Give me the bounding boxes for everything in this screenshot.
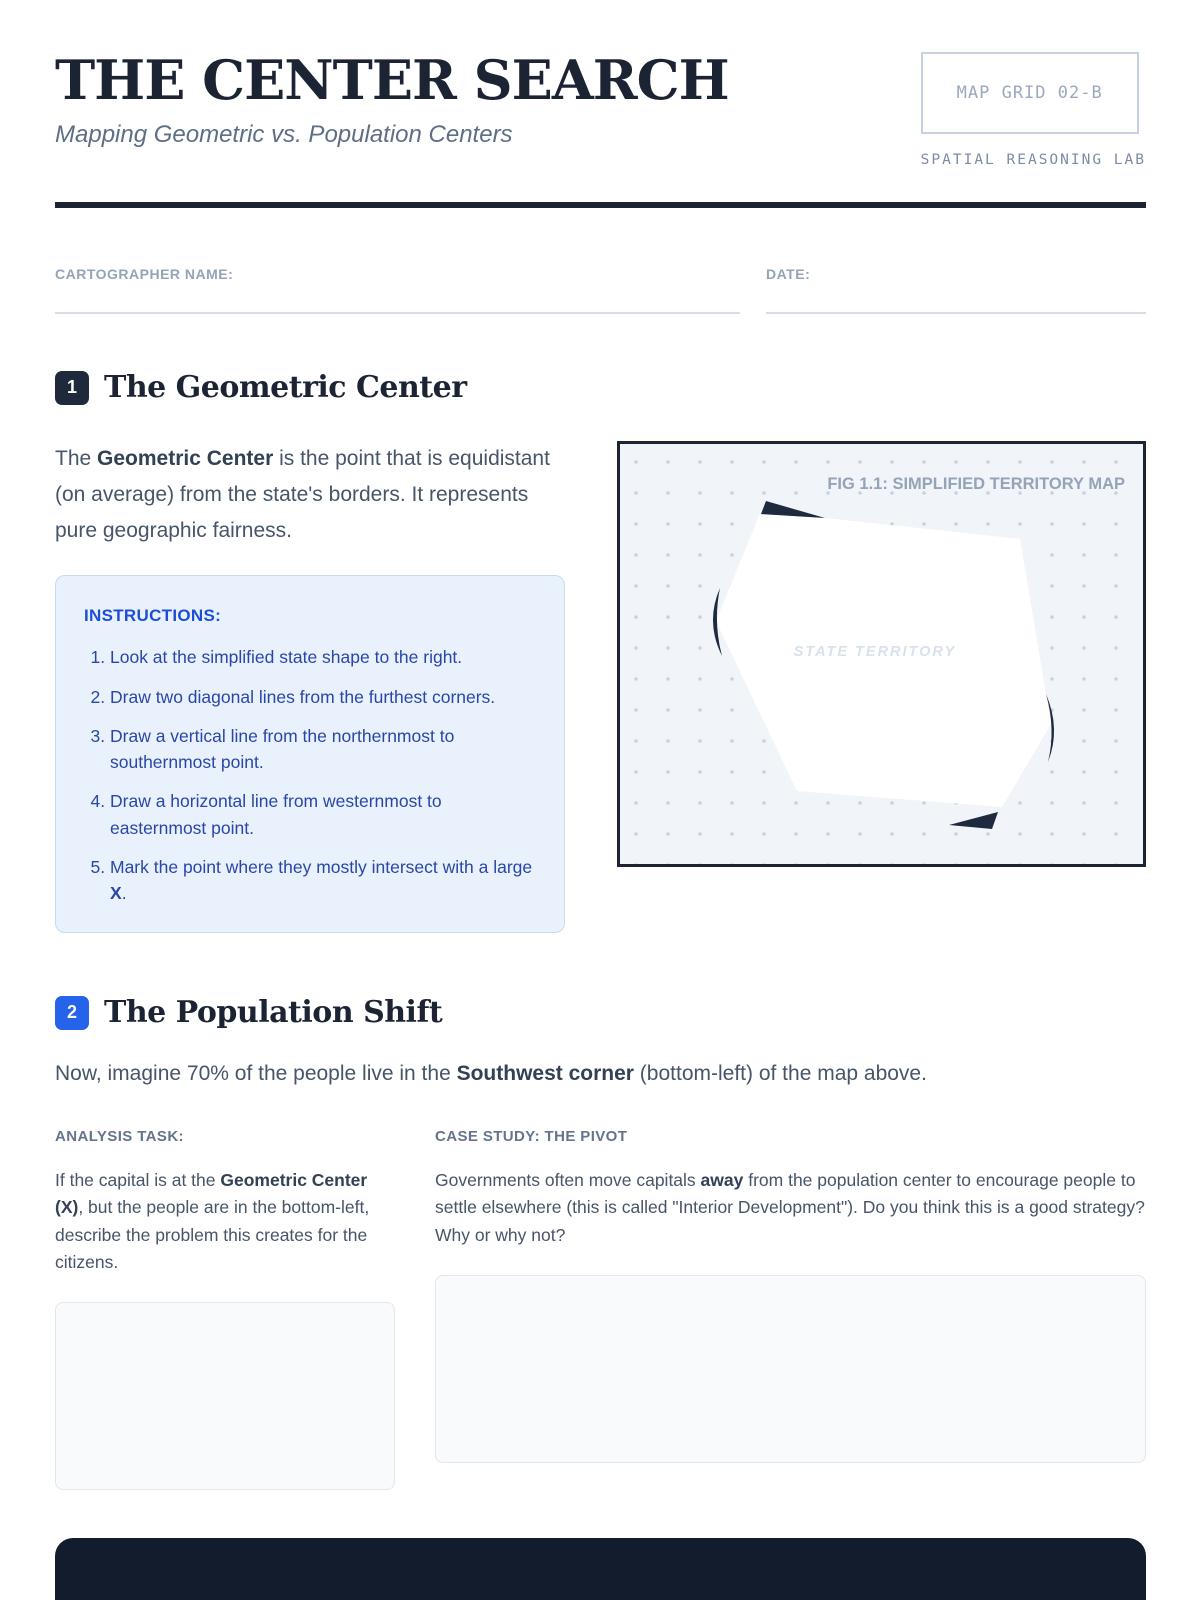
instruction-item (110, 684, 536, 710)
page-subtitle: Mapping Geometric vs. Population Centers (55, 120, 513, 148)
instructions-box (55, 575, 565, 933)
date-label: DATE: (766, 266, 811, 282)
analysis-answer-box[interactable] (55, 1302, 395, 1490)
instruction-text: Look at the simplified state shape to the right. (110, 647, 463, 668)
case-study-prompt (435, 1167, 1146, 1248)
cartographer-name-input[interactable] (55, 282, 740, 314)
s2-intro-text-rest: (bottom-left) of the map above. (633, 1062, 927, 1086)
analysis-text-rest: , but the people are in the bottom-left, describe the problem this creates for the citizens. (55, 1197, 370, 1272)
analysis-task-prompt (55, 1167, 395, 1276)
intro-bold-text: Geometric Center (97, 447, 274, 470)
section-1-header (55, 370, 1146, 405)
map-caption: FIG 1.1: SIMPLIFIED TERRITORY MAP (827, 475, 1125, 493)
section-2-title: The Population Shift (104, 995, 443, 1031)
section-1-left-column (55, 441, 565, 933)
footer-bar (55, 1538, 1146, 1600)
case-study-answer-box[interactable] (435, 1275, 1146, 1463)
section-2-number-badge: 2 (55, 996, 89, 1030)
analysis-task-column (55, 1128, 395, 1490)
instruction-bold: X (110, 883, 122, 904)
instruction-item (110, 788, 536, 841)
page-title: THE CENTER SEARCH (55, 48, 729, 112)
map-grid-ref-box (921, 52, 1139, 134)
case-study-text: Governments often move capitals (435, 1170, 701, 1191)
section-2-intro (55, 1062, 1146, 1086)
s2-intro-text: Now, imagine 70% of the people live in the (55, 1062, 457, 1086)
section-1-number-badge: 1 (55, 371, 89, 405)
analysis-bold: Geometric Center (X) (55, 1170, 368, 1218)
map-grid-ref-text: MAP GRID 02-B (956, 83, 1103, 103)
instructions-list (84, 644, 536, 906)
header-left (55, 48, 729, 149)
instruction-text: Draw a horizontal line from westernmost to easternmost point. (110, 791, 442, 838)
date-field (766, 266, 1146, 314)
section-1-content (55, 441, 1146, 933)
territory-map-figure (617, 441, 1146, 867)
header-divider (55, 202, 1146, 208)
section-1-intro (55, 441, 565, 549)
instruction-item (110, 644, 536, 670)
cartographer-name-label: CARTOGRAPHER NAME: (55, 266, 234, 282)
identity-fields (55, 266, 1146, 314)
section-2-content (55, 1128, 1146, 1490)
instruction-text: Mark the point where they mostly intersect with a large (110, 856, 533, 877)
analysis-task-label: ANALYSIS TASK: (55, 1128, 184, 1146)
intro-text-rest: is the point that is equidistant (on average) from the state's borders. It represents pure geographic fairness. (55, 447, 550, 543)
cartographer-name-field (55, 266, 740, 314)
instructions-heading: INSTRUCTIONS: (84, 606, 222, 626)
section-2-header (55, 995, 1146, 1030)
header-right (921, 52, 1146, 168)
instruction-text: Draw two diagonal lines from the furthest corners. (110, 686, 496, 707)
instruction-item (110, 723, 536, 776)
section-1-title: The Geometric Center (104, 370, 467, 405)
territory-map-svg (620, 444, 1143, 864)
s2-intro-bold: Southwest corner (456, 1062, 634, 1086)
case-study-text-rest: from the population center to encourage people to settle elsewhere (this is called "Interior Development"). Do you think this is a good strategy? Why or why not? (435, 1170, 1145, 1245)
case-study-column (435, 1128, 1146, 1490)
date-input[interactable] (766, 282, 1146, 314)
instruction-text-rest: . (121, 883, 127, 904)
lab-label: SPATIAL REASONING LAB (920, 152, 1146, 168)
instruction-text: Draw a vertical line from the northernmost to southernmost point. (110, 725, 455, 773)
intro-text: The (55, 447, 98, 470)
case-study-label: CASE STUDY: THE PIVOT (435, 1128, 628, 1146)
analysis-text: If the capital is at the (55, 1170, 221, 1191)
case-study-bold: away (700, 1170, 744, 1191)
territory-watermark-label: STATE TERRITORY (793, 644, 957, 660)
header (55, 48, 1146, 168)
instruction-item (110, 854, 536, 907)
